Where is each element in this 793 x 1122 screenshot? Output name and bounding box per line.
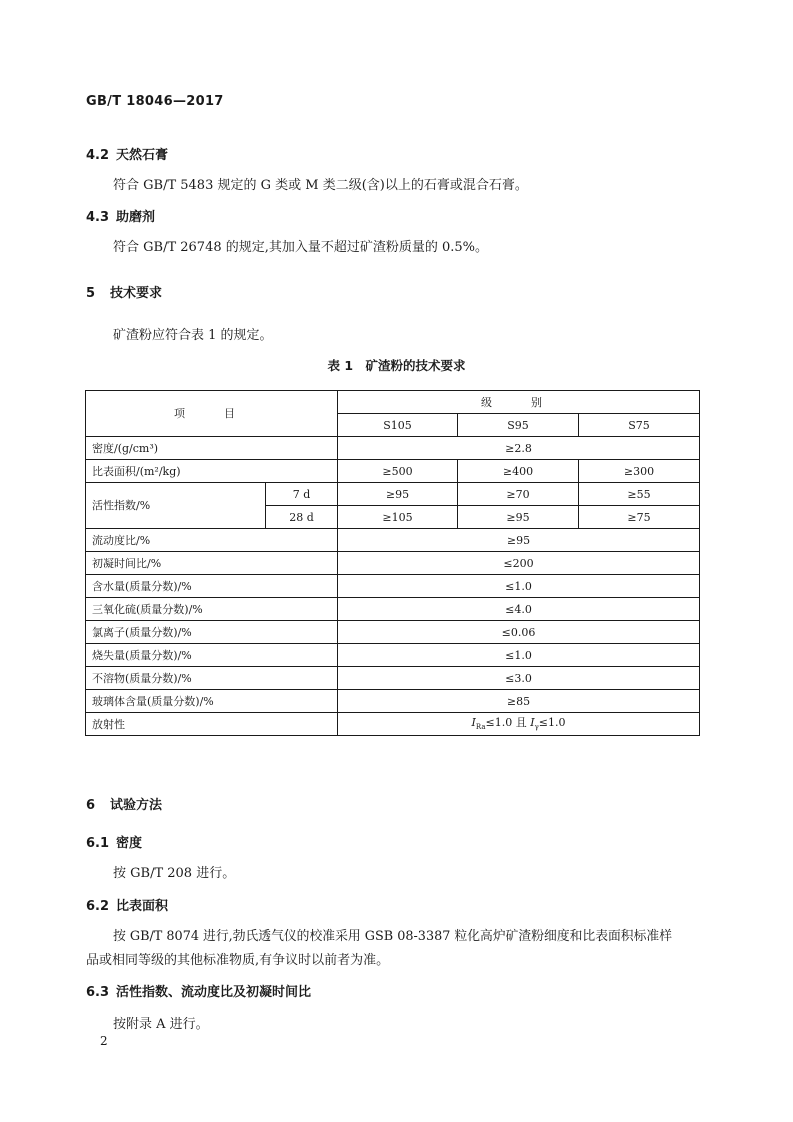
heading-number: 5 [86, 286, 96, 301]
heading-title: 天然石膏 [116, 148, 169, 163]
row-value: ≥105 [338, 506, 458, 529]
table-row [86, 575, 700, 598]
heading-title: 比表面积 [116, 899, 169, 914]
grade-s95: S95 [458, 414, 579, 437]
paragraph-6-3: 按附录 A 进行。 [113, 1017, 209, 1032]
row-label: 玻璃体含量(质量分数)/% [86, 690, 338, 713]
row-value: ≤200 [338, 552, 700, 575]
row-label: 活性指数/% [86, 483, 266, 529]
row-value: ≤0.06 [338, 621, 700, 644]
row-value: ≥400 [458, 460, 579, 483]
row-value: ≥300 [579, 460, 700, 483]
table-header-row [86, 391, 700, 414]
grade-s105: S105 [338, 414, 458, 437]
table-row [86, 437, 700, 460]
heading-5 [86, 282, 162, 301]
row-label: 三氧化硫(质量分数)/% [86, 598, 338, 621]
row-label: 含水量(质量分数)/% [86, 575, 338, 598]
row-value: ≥70 [458, 483, 579, 506]
row-value: ≥95 [338, 483, 458, 506]
row-value-radioactivity [338, 713, 700, 736]
row-value: ≥55 [579, 483, 700, 506]
table-caption: 表 1 矿渣粉的技术要求 [327, 358, 466, 373]
row-sublabel: 7 d [266, 483, 338, 506]
heading-6-1 [86, 832, 142, 851]
table-row [86, 713, 700, 736]
row-value: ≥95 [338, 529, 700, 552]
table-row [86, 483, 700, 506]
paragraph-6-2-line1: 按 GB/T 8074 进行,勃氏透气仪的校准采用 GSB 08-3387 粒化高炉矿渣粉细度和比表面积标准样 [113, 929, 672, 944]
heading-title: 试验方法 [110, 798, 163, 813]
table-row [86, 598, 700, 621]
row-value: ≥500 [338, 460, 458, 483]
grade-s75: S75 [579, 414, 700, 437]
heading-number: 6.3 [86, 985, 110, 1000]
row-value: ≤1.0 [338, 644, 700, 667]
row-label: 氯离子(质量分数)/% [86, 621, 338, 644]
requirements-table [85, 390, 700, 736]
header-item: 项 目 [86, 391, 338, 437]
row-label: 初凝时间比/% [86, 552, 338, 575]
heading-6-2 [86, 895, 168, 914]
row-label: 不溶物(质量分数)/% [86, 667, 338, 690]
paragraph-5: 矿渣粉应符合表 1 的规定。 [113, 328, 273, 343]
symbol-i-gamma: I [530, 715, 535, 729]
paragraph-6-2-line2: 品或相同等级的其他标准物质,有争议时以前者为准。 [86, 953, 390, 968]
heading-4-3 [86, 206, 155, 225]
heading-title: 技术要求 [110, 286, 163, 301]
standard-number: GB/T 18046—2017 [86, 94, 224, 109]
page-number: 2 [100, 1034, 108, 1048]
row-value: ≤1.0 [338, 575, 700, 598]
row-value: ≤4.0 [338, 598, 700, 621]
paragraph-4-3: 符合 GB/T 26748 的规定,其加入量不超过矿渣粉质量的 0.5%。 [113, 240, 489, 255]
symbol-i-ra: I [471, 715, 476, 729]
row-value: ≥95 [458, 506, 579, 529]
row-label: 密度/(g/cm³) [86, 437, 338, 460]
heading-6 [86, 794, 162, 813]
row-value: ≥75 [579, 506, 700, 529]
heading-4-2 [86, 144, 168, 163]
table-row [86, 690, 700, 713]
row-label: 流动度比/% [86, 529, 338, 552]
row-value: ≤3.0 [338, 667, 700, 690]
row-label: 放射性 [86, 713, 338, 736]
subscript-ra: Ra [475, 723, 486, 732]
paragraph-6-1: 按 GB/T 208 进行。 [113, 866, 236, 881]
subscript-gamma: γ [534, 723, 539, 732]
heading-6-3 [86, 981, 311, 1000]
header-grade: 级 别 [338, 391, 700, 414]
row-value: ≥85 [338, 690, 700, 713]
row-value: ≥2.8 [338, 437, 700, 460]
table-row [86, 644, 700, 667]
heading-title: 密度 [116, 836, 143, 851]
heading-number: 4.2 [86, 148, 110, 163]
table-row [86, 529, 700, 552]
table-row [86, 552, 700, 575]
row-label: 比表面积/(m²/kg) [86, 460, 338, 483]
row-sublabel: 28 d [266, 506, 338, 529]
row-label: 烧失量(质量分数)/% [86, 644, 338, 667]
value-igamma: ≤1.0 [538, 715, 566, 729]
heading-number: 6.1 [86, 836, 110, 851]
heading-number: 6.2 [86, 899, 110, 914]
table-row [86, 667, 700, 690]
heading-title: 活性指数、流动度比及初凝时间比 [116, 985, 312, 1000]
heading-title: 助磨剂 [116, 210, 156, 225]
value-ira: ≤1.0 且 [485, 715, 531, 729]
table-row [86, 621, 700, 644]
paragraph-4-2: 符合 GB/T 5483 规定的 G 类或 M 类二级(含)以上的石膏或混合石膏。 [113, 178, 528, 193]
heading-number: 4.3 [86, 210, 110, 225]
table-row [86, 460, 700, 483]
heading-number: 6 [86, 798, 96, 813]
